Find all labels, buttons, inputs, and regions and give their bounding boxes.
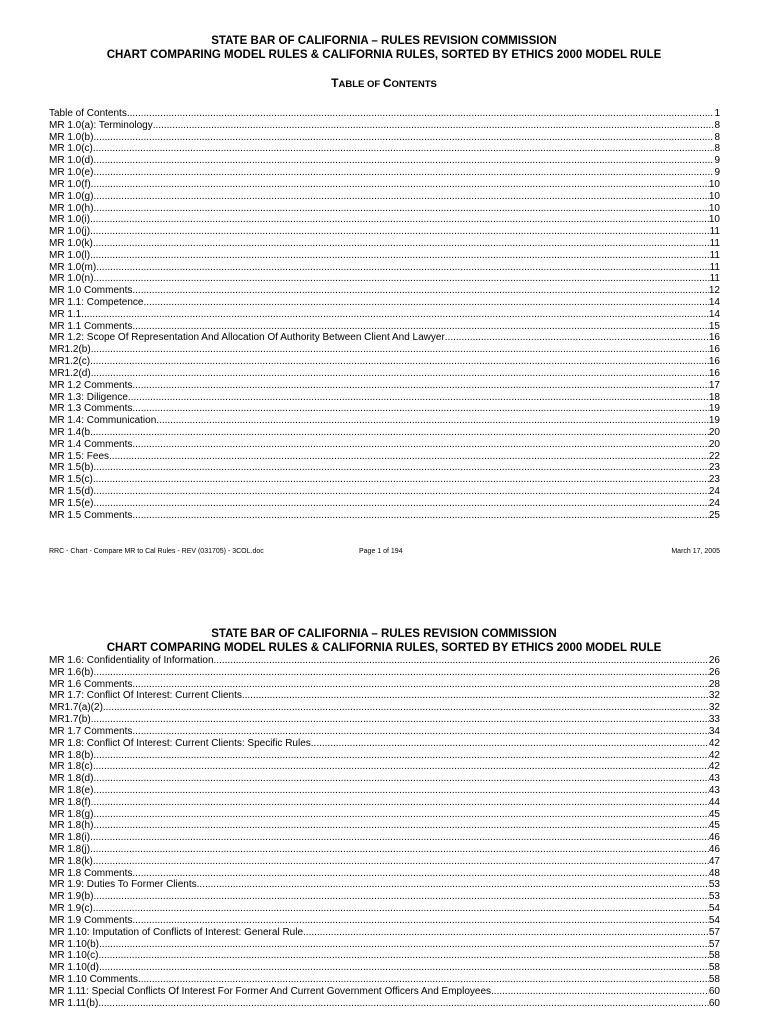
toc-entry-label: MR 1.3 Comments xyxy=(49,403,133,415)
toc-dot-leader xyxy=(96,262,709,274)
toc-dot-leader xyxy=(91,714,709,726)
toc-entry-label: MR 1.8(i) xyxy=(49,832,91,844)
toc-entry[interactable] xyxy=(49,785,720,797)
toc-entry[interactable] xyxy=(49,392,720,404)
toc-entry[interactable] xyxy=(49,939,720,951)
toc-entry-page-number: 10 xyxy=(708,214,720,226)
toc-entry-label: MR 1.0(n) xyxy=(49,273,94,285)
toc-dot-leader xyxy=(491,986,709,998)
toc-entry[interactable] xyxy=(49,203,720,215)
toc-entry[interactable] xyxy=(49,368,720,380)
toc-entry-label: MR 1.4(b xyxy=(49,426,91,438)
toc-dot-leader xyxy=(90,214,709,226)
toc-entry[interactable] xyxy=(49,262,720,274)
toc-entry-label: MR 1.2: Scope Of Representation And Allocation Of Authority Between Client And Lawyer xyxy=(49,332,445,344)
toc-entry[interactable] xyxy=(49,915,720,927)
toc-entry[interactable] xyxy=(49,879,720,891)
toc-entry[interactable] xyxy=(49,451,720,463)
toc-list xyxy=(49,108,720,521)
toc-entry-label: MR 1.5(d) xyxy=(49,486,94,497)
toc-dot-leader xyxy=(90,250,709,262)
footer-date: March 17, 2005 xyxy=(671,548,720,555)
toc-dot-leader xyxy=(93,273,709,285)
toc-entry-label: MR1.7(a)(2) xyxy=(49,702,103,714)
toc-dot-leader xyxy=(127,108,715,120)
toc-entry-label: MR 1.8 Comments xyxy=(49,867,133,879)
toc-entry-page-number: 60 xyxy=(708,985,720,997)
toc-entry[interactable] xyxy=(49,962,720,974)
toc-entry-page-number: 32 xyxy=(708,690,720,702)
toc-entry-label: MR 1.6: Confidentiality of Information xyxy=(49,655,214,666)
toc-dot-leader xyxy=(93,462,708,474)
toc-entry[interactable] xyxy=(49,844,720,856)
toc-entry-label: MR 1.7 Comments xyxy=(49,725,133,737)
toc-entry-label: MR 1.9 Comments xyxy=(49,914,133,926)
toc-dot-leader xyxy=(153,120,715,132)
header-subtitle: CHART COMPARING MODEL RULES & CALIFORNIA RULES, SORTED BY ETHICS 2000 MODEL RULE xyxy=(106,642,662,654)
toc-dot-leader xyxy=(91,368,709,380)
toc-entry-page-number: 53 xyxy=(708,879,720,891)
document-page-2 xyxy=(0,575,768,1024)
toc-entry[interactable] xyxy=(49,474,720,486)
toc-dot-leader xyxy=(132,403,709,415)
toc-dot-leader xyxy=(197,879,709,891)
toc-entry-page-number: 48 xyxy=(708,867,720,879)
toc-dot-leader xyxy=(132,321,709,333)
toc-entry-label: MR 1.5: Fees xyxy=(49,450,110,462)
toc-entry-page-number: 10 xyxy=(708,178,720,190)
toc-entry-page-number: 58 xyxy=(708,973,720,985)
toc-entry-page-number: 14 xyxy=(708,297,720,308)
toc-entry-label: MR 1.10 Comments xyxy=(49,973,138,985)
toc-entry-label: MR 1.8(d) xyxy=(49,773,94,785)
toc-entry-page-number: 10 xyxy=(708,202,720,214)
toc-entry-page-number: 25 xyxy=(708,509,720,521)
toc-entry[interactable] xyxy=(49,974,720,986)
toc-entry-page-number: 11 xyxy=(709,273,720,285)
toc-dot-leader xyxy=(93,191,708,203)
toc-entry-page-number: 11 xyxy=(709,249,720,261)
toc-entry-page-number: 42 xyxy=(708,737,720,749)
toc-dot-leader xyxy=(81,309,709,321)
footer-page-number: Page 1 of 194 xyxy=(359,548,403,555)
toc-entry-label: MR 1.9(c) xyxy=(49,903,93,915)
toc-entry-page-number: 53 xyxy=(708,891,720,903)
toc-entry[interactable] xyxy=(49,510,720,522)
toc-entry-page-number: 23 xyxy=(708,474,720,486)
toc-dot-leader xyxy=(91,179,709,191)
toc-dot-leader xyxy=(93,167,714,179)
toc-dot-leader xyxy=(93,773,708,785)
toc-dot-leader xyxy=(132,285,709,297)
toc-entry-page-number: 9 xyxy=(714,167,720,179)
toc-dot-leader xyxy=(132,439,709,451)
toc-dot-leader xyxy=(132,868,709,880)
toc-entry[interactable] xyxy=(49,427,720,439)
toc-entry-page-number: 8 xyxy=(714,119,720,131)
toc-entry-label: MR 1.0(e) xyxy=(49,167,94,179)
toc-entry[interactable] xyxy=(49,226,720,238)
toc-entry-label: MR1.2(b) xyxy=(49,344,91,356)
toc-dot-leader xyxy=(93,132,714,144)
toc-entry-page-number: 15 xyxy=(708,320,720,332)
toc-entry[interactable] xyxy=(49,702,720,714)
toc-entry-page-number: 47 xyxy=(708,855,720,867)
toc-entry[interactable] xyxy=(49,856,720,868)
toc-entry[interactable] xyxy=(49,726,720,738)
toc-entry-label: MR 1.1 xyxy=(49,308,82,320)
header-title: STATE BAR OF CALIFORNIA – RULES REVISION COMMISSION xyxy=(211,35,557,47)
toc-dot-leader xyxy=(93,891,708,903)
toc-entry-label: MR 1.5(c) xyxy=(49,474,93,486)
toc-dot-leader xyxy=(91,797,709,809)
toc-entry[interactable] xyxy=(49,214,720,226)
toc-entry[interactable] xyxy=(49,238,720,250)
toc-entry[interactable] xyxy=(49,679,720,691)
toc-dot-leader xyxy=(90,356,709,368)
toc-entry[interactable] xyxy=(49,309,720,321)
toc-dot-leader xyxy=(132,679,709,691)
toc-entry-page-number: 16 xyxy=(708,332,720,344)
toc-entry-page-number: 11 xyxy=(709,237,720,249)
toc-dot-leader xyxy=(90,226,709,238)
toc-dot-leader xyxy=(109,451,709,463)
toc-entry-label: MR 1.8: Conflict Of Interest: Current Clients: Specific Rules xyxy=(49,737,311,749)
toc-entry[interactable] xyxy=(49,108,720,120)
toc-entry-label: MR 1.0 Comments xyxy=(49,285,133,297)
toc-dot-leader xyxy=(99,962,709,974)
toc-entry-page-number: 34 xyxy=(708,725,720,737)
footer-filename: RRC - Chart - Compare MR to Cal Rules - REV (031705) - 3COL.doc xyxy=(49,548,264,555)
toc-entry-label: MR 1.0(b) xyxy=(49,131,94,143)
toc-entry-label: MR 1.10(d) xyxy=(49,962,100,974)
toc-entry-label: MR 1.8(c) xyxy=(49,761,93,773)
toc-entry-label: MR 1.10(b) xyxy=(49,938,100,950)
toc-entry[interactable] xyxy=(49,462,720,474)
toc-entry-label: MR 1.8(f) xyxy=(49,796,91,808)
toc-dot-leader xyxy=(132,510,709,522)
toc-entry-page-number: 9 xyxy=(714,155,720,167)
toc-dot-leader xyxy=(93,498,708,510)
toc-entry[interactable] xyxy=(49,750,720,762)
toc-dot-leader xyxy=(93,474,709,486)
toc-dot-leader xyxy=(445,332,709,344)
toc-dot-leader xyxy=(103,702,709,714)
toc-entry[interactable] xyxy=(49,120,720,132)
toc-entry[interactable] xyxy=(49,143,720,155)
toc-entry-page-number: 8 xyxy=(714,131,720,143)
toc-entry-page-number: 12 xyxy=(708,285,720,297)
toc-entry[interactable] xyxy=(49,903,720,915)
toc-entry-label: MR 1.0(l) xyxy=(49,249,91,261)
toc-dot-leader xyxy=(128,392,709,404)
toc-entry[interactable] xyxy=(49,356,720,368)
toc-entry-label: MR 1.5(e) xyxy=(49,497,94,509)
toc-entry-label: MR 1.3: Diligence xyxy=(49,391,128,403)
toc-dot-leader xyxy=(93,667,708,679)
toc-entry-label: MR 1.0(f) xyxy=(49,178,91,190)
toc-entry[interactable] xyxy=(49,738,720,750)
toc-entry-page-number: 20 xyxy=(708,426,720,438)
toc-dot-leader xyxy=(93,820,708,832)
toc-entry[interactable] xyxy=(49,297,720,309)
toc-entry[interactable] xyxy=(49,486,720,498)
toc-entry-label: MR 1.0(c) xyxy=(49,143,93,155)
toc-entry-label: MR 1.0(k) xyxy=(49,237,93,249)
toc-entry-label: MR 1.7: Conflict Of Interest: Current Clients xyxy=(49,690,242,702)
toc-dot-leader xyxy=(132,726,709,738)
toc-entry[interactable] xyxy=(49,191,720,203)
toc-entry[interactable] xyxy=(49,986,720,998)
toc-entry-page-number: 33 xyxy=(708,714,720,726)
toc-entry-label: MR 1.0(i) xyxy=(49,214,91,226)
toc-dot-leader xyxy=(138,974,709,986)
toc-entry-label: Table of Contents xyxy=(49,108,127,119)
toc-entry-label: MR 1.8(k) xyxy=(49,855,93,867)
toc-entry[interactable] xyxy=(49,415,720,427)
toc-entry-label: MR 1.11: Special Conflicts Of Interest For Former And Current Government Officers And Employees xyxy=(49,985,492,997)
toc-entry-label: MR 1.0(g) xyxy=(49,190,94,202)
toc-entry-label: MR 1.0(j) xyxy=(49,226,91,238)
toc-entry-page-number: 23 xyxy=(708,462,720,474)
toc-list xyxy=(49,655,720,1009)
header-subtitle: CHART COMPARING MODEL RULES & CALIFORNIA RULES, SORTED BY ETHICS 2000 MODEL RULE xyxy=(106,49,662,61)
toc-entry-page-number: 16 xyxy=(708,356,720,368)
toc-entry[interactable] xyxy=(49,403,720,415)
header-title: STATE BAR OF CALIFORNIA – RULES REVISION COMMISSION xyxy=(211,628,557,640)
toc-entry[interactable] xyxy=(49,321,720,333)
toc-dot-leader xyxy=(93,761,709,773)
toc-entry-page-number: 60 xyxy=(708,997,720,1009)
toc-entry-label: MR 1.4 Comments xyxy=(49,438,133,450)
toc-entry-page-number: 19 xyxy=(708,415,720,427)
toc-entry[interactable] xyxy=(49,155,720,167)
toc-dot-leader xyxy=(144,297,709,309)
toc-entry-page-number: 22 xyxy=(708,450,720,462)
toc-dot-leader xyxy=(98,950,708,962)
toc-entry[interactable] xyxy=(49,439,720,451)
toc-entry[interactable] xyxy=(49,773,720,785)
toc-dot-leader xyxy=(93,856,709,868)
toc-entry[interactable] xyxy=(49,891,720,903)
toc-dot-leader xyxy=(242,690,709,702)
toc-dot-leader xyxy=(93,750,708,762)
toc-entry[interactable] xyxy=(49,344,720,356)
toc-entry-label: MR 1.11(b) xyxy=(49,997,99,1009)
toc-entry-label: MR 1.4: Communication xyxy=(49,415,157,427)
toc-entry-label: MR 1.8(b) xyxy=(49,749,94,761)
toc-dot-leader xyxy=(98,998,709,1010)
toc-entry-label: MR 1.10: Imputation of Conflicts of Interest: General Rule xyxy=(49,926,304,938)
toc-entry-page-number: 54 xyxy=(708,914,720,926)
toc-entry-label: MR 1.8(j) xyxy=(49,844,91,855)
toc-entry-label: MR 1.10(c) xyxy=(49,950,99,962)
toc-entry-label: MR1.7(b) xyxy=(49,714,91,726)
toc-entry-label: MR 1.8(e) xyxy=(49,784,94,796)
toc-entry-label: MR 1.8(g) xyxy=(49,808,94,820)
toc-entry-label: MR 1.5 Comments xyxy=(49,509,133,521)
toc-entry-page-number: 57 xyxy=(708,926,720,938)
toc-heading-c: C xyxy=(382,76,392,90)
toc-entry-page-number: 45 xyxy=(708,808,720,820)
toc-entry[interactable] xyxy=(49,820,720,832)
toc-dot-leader xyxy=(93,486,708,498)
toc-entry-label: MR 1.1 Comments xyxy=(49,320,133,332)
toc-dot-leader xyxy=(93,903,709,915)
toc-entry[interactable] xyxy=(49,179,720,191)
toc-entry[interactable] xyxy=(49,868,720,880)
toc-entry-page-number: 8 xyxy=(714,143,720,155)
toc-entry-label: MR 1.6(b) xyxy=(49,666,94,678)
toc-entry-page-number: 16 xyxy=(708,344,720,356)
toc-dot-leader xyxy=(156,415,709,427)
toc-entry[interactable] xyxy=(49,797,720,809)
toc-entry[interactable] xyxy=(49,809,720,821)
toc-dot-leader xyxy=(90,427,709,439)
toc-dot-leader xyxy=(93,203,708,215)
toc-heading xyxy=(0,76,768,90)
toc-entry-label: MR 1.9(b) xyxy=(49,891,94,903)
toc-entry-label: MR 1.5(b) xyxy=(49,462,94,474)
toc-entry-page-number: 44 xyxy=(708,796,720,808)
toc-entry-page-number: 58 xyxy=(708,950,720,962)
toc-dot-leader xyxy=(93,809,708,821)
toc-entry-page-number: 43 xyxy=(708,784,720,796)
toc-entry-page-number: 32 xyxy=(708,702,720,714)
toc-entry[interactable] xyxy=(49,690,720,702)
toc-dot-leader xyxy=(99,939,709,951)
toc-entry[interactable] xyxy=(49,655,720,667)
toc-dot-leader xyxy=(214,655,709,667)
toc-entry-page-number: 20 xyxy=(708,438,720,450)
toc-dot-leader xyxy=(93,785,708,797)
toc-entry-page-number: 57 xyxy=(708,938,720,950)
toc-entry-page-number: 17 xyxy=(708,379,720,391)
toc-entry-page-number: 26 xyxy=(708,655,720,666)
toc-dot-leader xyxy=(93,238,710,250)
toc-entry-label: MR 1.6 Comments xyxy=(49,678,133,690)
toc-dot-leader xyxy=(303,927,709,939)
toc-entry-page-number: 43 xyxy=(708,773,720,785)
toc-entry-page-number: 1 xyxy=(714,108,720,119)
toc-entry-label: MR 1.0(m) xyxy=(49,261,97,273)
toc-entry[interactable] xyxy=(49,273,720,285)
toc-dot-leader xyxy=(93,143,715,155)
toc-entry-page-number: 19 xyxy=(708,403,720,415)
toc-entry-page-number: 58 xyxy=(708,962,720,974)
toc-entry-page-number: 11 xyxy=(709,226,720,238)
toc-dot-leader xyxy=(311,738,709,750)
toc-entry-page-number: 10 xyxy=(708,190,720,202)
toc-entry-label: MR 1.2 Comments xyxy=(49,379,133,391)
toc-entry-label: MR 1.9: Duties To Former Clients xyxy=(49,879,197,891)
toc-dot-leader xyxy=(132,915,709,927)
toc-dot-leader xyxy=(93,155,714,167)
toc-entry[interactable] xyxy=(49,761,720,773)
toc-entry-page-number: 24 xyxy=(708,497,720,509)
toc-entry-label: MR 1.0(a): Terminology xyxy=(49,119,153,131)
toc-heading-ontents: ONTENTS xyxy=(391,79,437,90)
toc-entry-label: MR1.2(c) xyxy=(49,356,91,368)
toc-entry-page-number: 46 xyxy=(708,832,720,844)
toc-entry[interactable] xyxy=(49,380,720,392)
toc-entry[interactable] xyxy=(49,285,720,297)
toc-entry[interactable] xyxy=(49,832,720,844)
toc-dot-leader xyxy=(132,380,709,392)
toc-entry-page-number: 54 xyxy=(708,903,720,915)
toc-entry[interactable] xyxy=(49,950,720,962)
toc-entry-page-number: 11 xyxy=(709,261,720,273)
toc-entry[interactable] xyxy=(49,498,720,510)
toc-entry-page-number: 14 xyxy=(708,308,720,320)
toc-entry-page-number: 45 xyxy=(708,820,720,832)
toc-entry[interactable] xyxy=(49,667,720,679)
toc-entry[interactable] xyxy=(49,998,720,1010)
toc-entry-label: MR 1.0(h) xyxy=(49,202,94,214)
toc-entry[interactable] xyxy=(49,132,720,144)
toc-entry-page-number: 42 xyxy=(708,761,720,773)
toc-dot-leader xyxy=(90,844,709,856)
toc-entry[interactable] xyxy=(49,167,720,179)
toc-entry-page-number: 24 xyxy=(708,486,720,497)
toc-entry-label: MR1.2(d) xyxy=(49,367,91,379)
toc-entry-page-number: 16 xyxy=(708,367,720,379)
toc-entry[interactable] xyxy=(49,927,720,939)
toc-heading-t: T xyxy=(331,76,339,90)
toc-entry[interactable] xyxy=(49,332,720,344)
toc-heading-able-of: ABLE OF xyxy=(338,79,383,90)
toc-entry-label: MR 1.8(h) xyxy=(49,820,94,832)
toc-entry-label: MR 1.1: Competence xyxy=(49,297,144,308)
toc-entry-page-number: 42 xyxy=(708,749,720,761)
toc-entry[interactable] xyxy=(49,250,720,262)
toc-dot-leader xyxy=(90,832,709,844)
toc-entry-page-number: 28 xyxy=(708,678,720,690)
toc-entry-label: MR 1.0(d) xyxy=(49,155,94,167)
toc-entry-page-number: 26 xyxy=(708,666,720,678)
toc-entry[interactable] xyxy=(49,714,720,726)
toc-dot-leader xyxy=(91,344,709,356)
toc-entry-page-number: 46 xyxy=(708,844,720,855)
toc-entry-page-number: 18 xyxy=(708,391,720,403)
